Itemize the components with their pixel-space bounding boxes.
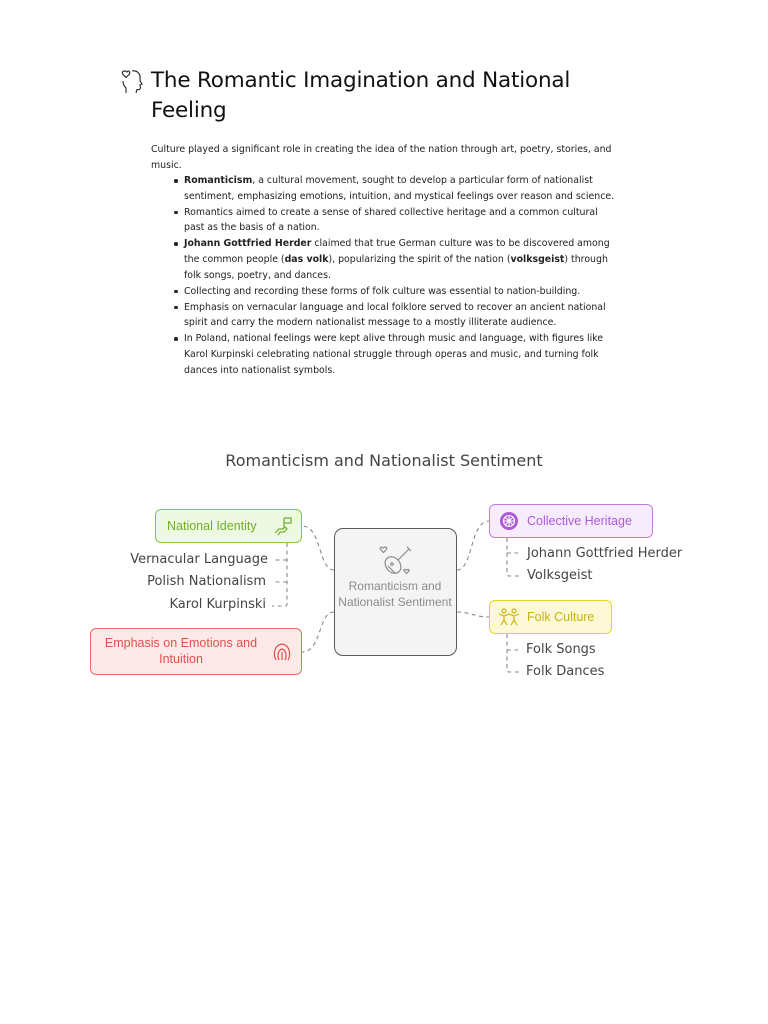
head-intuition-icon xyxy=(272,642,292,662)
node-national-identity xyxy=(155,509,302,543)
leaf-folk-songs: Folk Songs xyxy=(526,642,596,657)
node-label: Emphasis on Emotions and Intuition xyxy=(104,636,258,666)
dancing-people-icon xyxy=(498,608,520,626)
node-emotions-intuition xyxy=(90,628,302,675)
diagram-title: Romanticism and Nationalist Sentiment xyxy=(225,451,543,470)
page-title: The Romantic Imagination and National Feeling xyxy=(151,68,571,123)
leaf-volksgeist: Volksgeist xyxy=(527,568,593,583)
leaf-karol-kurpinski: Karol Kurpinski xyxy=(169,597,266,612)
node-label: National Identity xyxy=(167,519,257,533)
leaf-vernacular-language: Vernacular Language xyxy=(130,552,268,567)
central-topic-label: Romanticism and Nationalist Sentiment xyxy=(338,579,452,609)
leaf-johann-gottfried-herder: Johann Gottfried Herder xyxy=(527,546,683,561)
node-folk-culture xyxy=(489,600,612,634)
bold-term: volksgeist xyxy=(510,253,565,265)
node-label: Folk Culture xyxy=(527,610,595,624)
intro-paragraph: Culture played a significant role in creating the idea of the nation through art, poetry, stories, and music. xyxy=(151,144,612,171)
flag-hand-icon xyxy=(273,516,293,536)
violin-hearts-icon xyxy=(379,543,415,579)
central-topic-box xyxy=(334,528,457,656)
bullet-text: claimed that true German culture was to be discovered among the common people ( xyxy=(184,238,610,265)
node-label: Collective Heritage xyxy=(527,514,632,528)
bullet-text: Emphasis on vernacular language and local folklore served to recover an ancient national spirit and carry the modern nationalist message to a mostly illiterate audience. xyxy=(184,301,606,329)
bullet-text: , a cultural movement, sought to develop a particular form of nationalist sentiment, emphasizing emotions, intuition, and mystical feelings over reason and science. xyxy=(184,175,615,202)
ornament-circle-icon xyxy=(499,511,519,531)
leaf-polish-nationalism: Polish Nationalism xyxy=(147,574,266,589)
bullet-text: In Poland, national feelings were kept alive through music and language, with figures like Karol Kurpinski celebrating national struggle through operas and music, and turning folk dances into nationalist symbols. xyxy=(184,333,604,376)
bullet-text: Romantics aimed to create a sense of shared collective heritage and a common cultural past as the basis of a nation. xyxy=(184,206,598,234)
bullet-text: ), popularizing the spirit of the nation ( xyxy=(328,253,511,265)
bold-term: Romanticism xyxy=(184,175,253,186)
bold-term: Johann Gottfried Herder xyxy=(184,238,312,250)
bullet-text: Collecting and recording these forms of folk culture was essential to nation-building. xyxy=(184,285,581,297)
node-collective-heritage xyxy=(489,504,653,538)
bold-term: das volk xyxy=(284,253,329,265)
bullet-text: ) through folk songs, poetry, and dances. xyxy=(184,253,608,281)
leaf-folk-dances: Folk Dances xyxy=(526,664,605,679)
